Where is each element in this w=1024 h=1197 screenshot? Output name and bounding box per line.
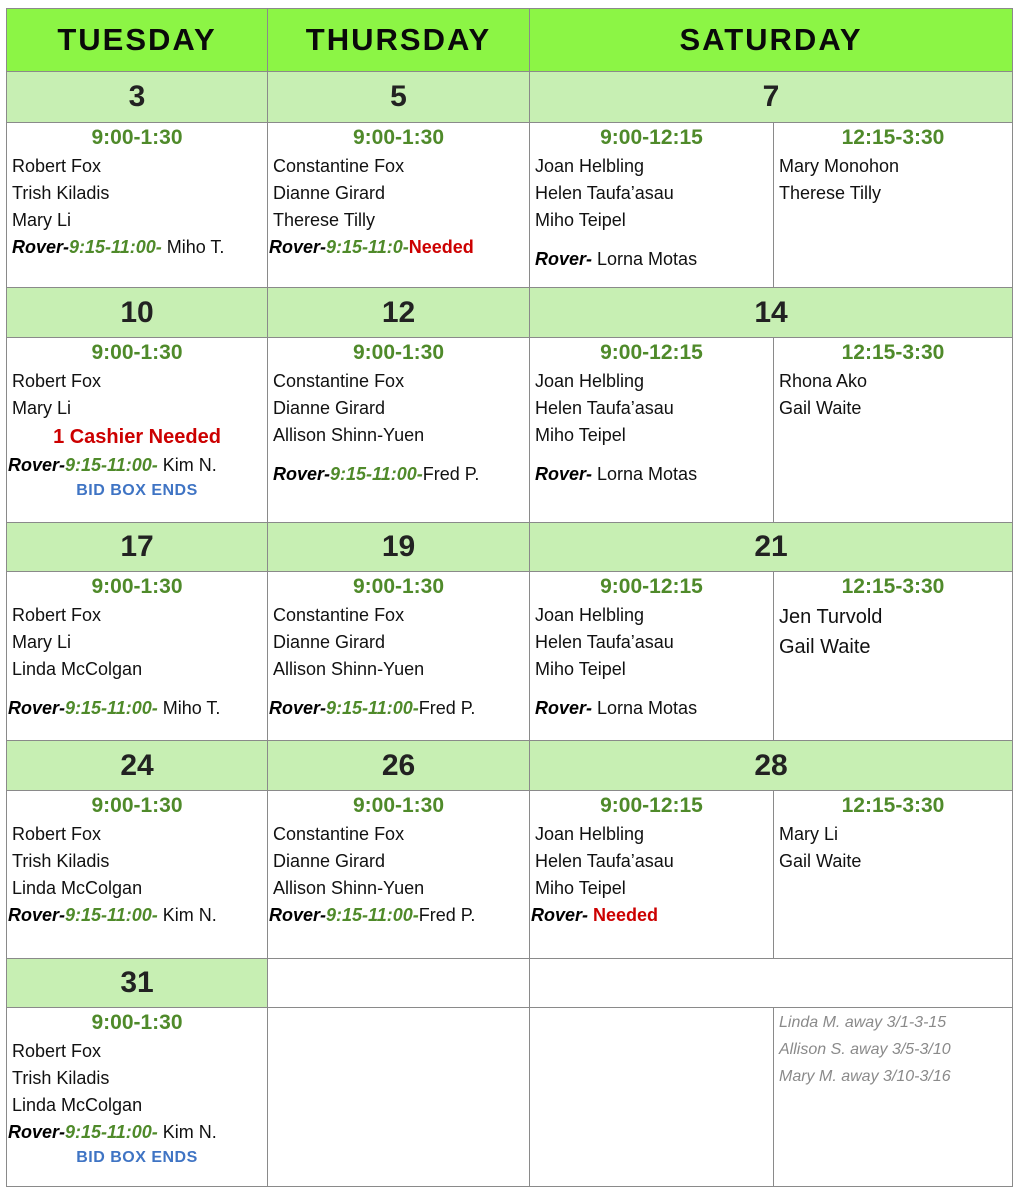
volunteer-name: Jen Turvold [779,606,883,628]
volunteer-name: Miho Teipel [535,878,626,898]
away-note: Linda M. away 3/1-3-15 [779,1014,947,1031]
volunteer-name: Dianne Girard [273,851,386,871]
rover-needed: Needed [408,237,474,257]
date-thu: 26 [268,741,530,791]
rover-needed: Needed [588,905,659,925]
volunteer-name: Mary Monohon [779,156,900,176]
volunteer-name: Robert Fox [12,156,102,176]
thu-shift [268,123,530,288]
rover-line [268,902,529,929]
rover-label: Rover- [535,698,593,718]
volunteer-name: Dianne Girard [273,183,386,203]
shift-time: 9:00-1:30 [352,575,445,598]
shift-time: 9:00-1:30 [91,794,183,817]
shift-time: 9:00-12:15 [600,575,703,598]
rover-name: Lorna Motas [592,464,698,484]
volunteer-name: Trish Kiladis [12,851,110,871]
header-tuesday: TUESDAY [7,9,268,72]
date-sat: 28 [530,741,1013,791]
notes-cell [774,1008,1013,1187]
rover-name: Kim N. [157,1122,217,1142]
volunteer-name: Dianne Girard [273,398,386,418]
header-saturday: SATURDAY [530,9,1013,72]
volunteer-name: Gail Waite [779,851,862,871]
volunteer-name: Joan Helbling [535,156,645,176]
rover-label: Rover- [535,464,593,484]
rover-label: Rover- [535,249,593,269]
thu-shift [268,791,530,959]
volunteer-name: Allison Shinn-Yuen [273,425,425,445]
rover-name: Miho T. [157,698,221,718]
volunteer-name: Constantine Fox [273,605,405,625]
bid-box-ends: BID BOX ENDS [76,1149,198,1166]
volunteer-name: Allison Shinn-Yuen [273,878,425,898]
rover-label: Rover- [8,455,66,475]
volunteer-name: Therese Tilly [273,210,376,230]
date-tue: 31 [7,959,268,1008]
empty-cell [530,1008,774,1187]
rover-name: Lorna Motas [592,249,698,269]
volunteer-name: Joan Helbling [535,605,645,625]
away-note: Allison S. away 3/5-3/10 [779,1041,951,1058]
shift-time: 9:00-1:30 [352,794,445,817]
empty-cell [268,1008,530,1187]
rover-line [530,902,773,929]
volunteer-name: Robert Fox [12,371,102,391]
rover-name: Fred P. [418,698,476,718]
date-tue: 24 [7,741,268,791]
volunteer-name: Mary Li [12,632,72,652]
volunteer-name: Linda McColgan [12,659,143,679]
shift-time: 9:00-1:30 [91,341,183,364]
volunteer-name: Joan Helbling [535,371,645,391]
volunteer-name: Trish Kiladis [12,183,110,203]
shift-time: 12:15-3:30 [841,575,945,598]
shift-time: 12:15-3:30 [841,126,945,149]
volunteer-name: Constantine Fox [273,371,405,391]
rover-line [530,246,773,273]
date-sat: 7 [530,72,1013,123]
rover-line [7,695,267,722]
thu-shift [268,338,530,523]
volunteer-name: Helen Taufa’asau [535,398,674,418]
rover-label: Rover- [8,698,66,718]
rover-time: 9:15-11:0- [326,237,409,257]
volunteer-name: Mary Li [779,824,839,844]
rover-label: Rover- [12,237,70,257]
sat-am-shift [530,338,774,523]
volunteer-name: Helen Taufa’asau [535,851,674,871]
rover-label: Rover- [8,1122,66,1142]
rover-name: Kim N. [157,905,217,925]
rover-time: 9:15-11:00- [65,1122,158,1142]
rover-line [7,1119,267,1146]
volunteer-name: Gail Waite [779,398,862,418]
rover-name: Miho T. [161,237,225,257]
rover-line [530,461,773,488]
rover-line [7,902,267,929]
rover-line [268,461,529,488]
date-thu: 5 [268,72,530,123]
shift-time: 9:00-12:15 [600,341,703,364]
shift-time: 9:00-1:30 [91,575,183,598]
rover-label: Rover- [8,905,66,925]
volunteer-name: Helen Taufa’asau [535,632,674,652]
volunteer-name: Robert Fox [12,824,102,844]
volunteer-name: Miho Teipel [535,210,626,230]
rover-name: Lorna Motas [592,698,698,718]
sat-am-shift [530,791,774,959]
shift-time: 9:00-1:30 [91,1011,183,1034]
rover-label: Rover- [269,237,327,257]
rover-time: 9:15-11:00- [330,464,423,484]
rover-time: 9:15-11:00- [65,455,158,475]
rover-time: 9:15-11:00- [326,698,419,718]
volunteer-name: Linda McColgan [12,1095,143,1115]
shift-time: 9:00-12:15 [600,126,703,149]
rover-time: 9:15-11:00- [69,237,162,257]
volunteer-name: Linda McColgan [12,878,143,898]
date-sat: 21 [530,523,1013,572]
sat-pm-shift [774,791,1013,959]
rover-time: 9:15-11:00- [65,698,158,718]
tue-shift [7,572,268,741]
rover-time: 9:15-11:00- [65,905,158,925]
volunteer-name: Robert Fox [12,605,102,625]
volunteer-name: Robert Fox [12,1041,102,1061]
shift-time: 12:15-3:30 [841,341,945,364]
rover-line [7,234,267,261]
rover-time: 9:15-11:00- [326,905,419,925]
thu-shift [268,572,530,741]
rover-line [530,695,773,722]
volunteer-name: Mary Li [12,398,72,418]
shift-time: 9:00-1:30 [91,126,183,149]
volunteer-name: Therese Tilly [779,183,882,203]
header-thursday: THURSDAY [268,9,530,72]
volunteer-name: Trish Kiladis [12,1068,110,1088]
volunteer-name: Gail Waite [779,636,871,658]
bid-box-ends: BID BOX ENDS [76,482,198,499]
empty-cell [530,959,1013,1008]
sat-pm-shift [774,572,1013,741]
rover-name: Fred P. [422,464,480,484]
date-tue: 17 [7,523,268,572]
rover-name: Fred P. [418,905,476,925]
rover-name: Kim N. [157,455,217,475]
volunteer-name: Joan Helbling [535,824,645,844]
volunteer-name: Miho Teipel [535,659,626,679]
date-thu: 19 [268,523,530,572]
volunteer-name: Mary Li [12,210,72,230]
rover-line [268,695,529,722]
volunteer-name: Rhona Ako [779,371,868,391]
volunteer-name: Allison Shinn-Yuen [273,659,425,679]
schedule-table [6,8,1013,1187]
date-tue: 10 [7,288,268,338]
sat-pm-shift [774,123,1013,288]
rover-label: Rover- [531,905,589,925]
shift-time: 12:15-3:30 [841,794,945,817]
away-note: Mary M. away 3/10-3/16 [779,1068,951,1085]
date-thu: 12 [268,288,530,338]
volunteer-name: Dianne Girard [273,632,386,652]
shift-time: 9:00-1:30 [352,126,445,149]
tue-shift [7,123,268,288]
sat-am-shift [530,123,774,288]
rover-line [268,234,529,261]
tue-shift [7,338,268,523]
sat-pm-shift [774,338,1013,523]
volunteer-name: Helen Taufa’asau [535,183,674,203]
tue-shift [7,791,268,959]
volunteer-name: Constantine Fox [273,156,405,176]
rover-label: Rover- [269,698,327,718]
cashier-needed: 1 Cashier Needed [53,426,221,448]
rover-label: Rover- [269,905,327,925]
shift-time: 9:00-1:30 [352,341,445,364]
tue-shift [7,1008,268,1187]
date-tue: 3 [7,72,268,123]
rover-line [7,452,267,479]
shift-time: 9:00-12:15 [600,794,703,817]
empty-cell [268,959,530,1008]
date-sat: 14 [530,288,1013,338]
volunteer-name: Constantine Fox [273,824,405,844]
rover-label: Rover- [273,464,331,484]
sat-am-shift [530,572,774,741]
volunteer-name: Miho Teipel [535,425,626,445]
